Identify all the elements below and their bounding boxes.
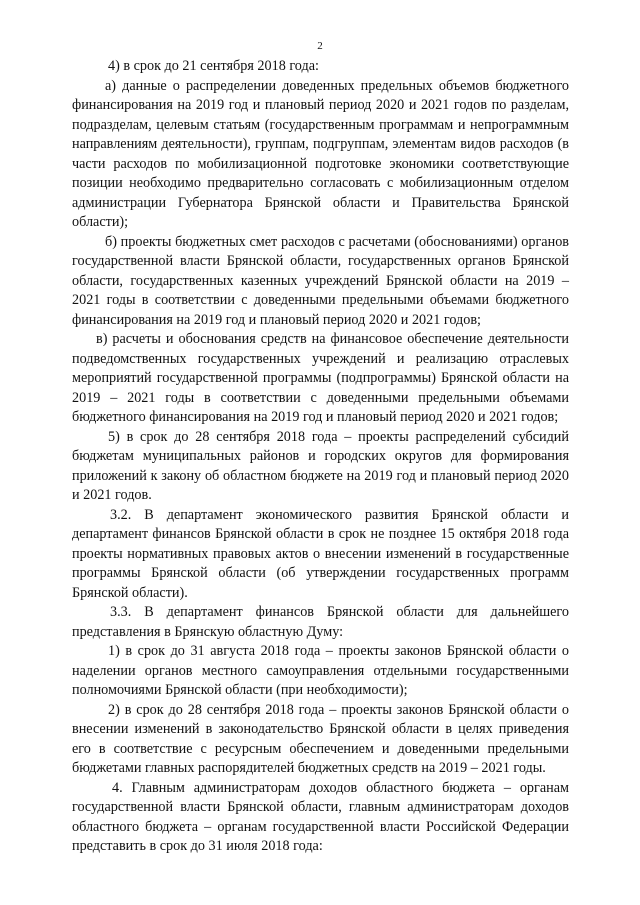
paragraph-item-4a: а) данные о распределении доведенных предельных объемов бюджетного финансирования на 2019 год и плановый период 2020 и 2021 годов по разделам, подразделам, целевым статьям (государственным программам и непрограммным направлениям деятельности), группам, подгруппам, элементам видов расходов (в части расходов по мобилизационной подготовке экономики соответствующие позиции необходимо предварительно согласовать с мобилизационным отделом администрации Губернатора Брянской области и Правительства Брянской области); [72,77,569,230]
paragraph-item-4v: в) расчеты и обоснования средств на финансовое обеспечение деятельности подведомственных государственных учреждений и реализацию отраслевых мероприятий государственной программы (подпрограммы) Брянской области на 2019 – 2021 годы в соответствии с доведенными предельными объемами бюджетного финансирования на 2019 год и плановый период 2020 и 2021 годов; [72,331,569,425]
paragraph-item-3-3-1: 1) в срок до 31 августа 2018 года – проекты законов Брянской области о наделении органов местного самоуправления отдельными государственными полномочиями Брянской области (при необходимости); [72,643,569,698]
paragraph-item-4-main: 4. Главным администраторам доходов областного бюджета – органам государственной власти Брянской области, главным администраторам доходов областного бюджета – органам государственной власти Российской Федерации представить в срок до 31 июля 2018 года: [72,779,569,854]
paragraph-item-3-3-2: 2) в срок до 28 сентября 2018 года – проекты законов Брянской области о внесении изменений в законодательство Брянской области в целях приведения его в соответствие с ресурсным обеспечением и доведенными предельными бюджетами главных распорядителей бюджетных средств на 2019 – 2021 годы. [72,701,569,776]
page-number: 2 [317,40,323,52]
paragraph-item-3-3: 3.3. В департамент финансов Брянской области для дальнейшего представления в Брянскую областную Думу: [72,604,569,640]
paragraph-item-4: 4) в срок до 21 сентября 2018 года: [108,58,319,74]
paragraph-item-3-2: 3.2. В департамент экономического развития Брянской области и департамент финансов Брянской области в срок не позднее 15 октября 2018 года проекты нормативных правовых актов о внесении изменений в государственные программы Брянской области (об утверждении государственных программ Брянской области). [72,506,569,601]
paragraph-item-4b: б) проекты бюджетных смет расходов с расчетами (обоснованиями) органов государственной власти Брянской области, государственных органов Брянской области, государственных казенных учреждений Брянской области на 2019 – 2021 годы в соответствии с доведенными предельными объемами бюджетного финансирования на 2019 год и плановый период 2020 и 2021 годов; [72,233,569,328]
paragraph-item-5: 5) в срок до 28 сентября 2018 года – проекты распределений субсидий бюджетам муниципальных районов и городских округов для формирования приложений к закону об областном бюджете на 2019 год и плановый период 2020 и 2021 годов. [72,428,569,503]
document-body [72,57,569,857]
